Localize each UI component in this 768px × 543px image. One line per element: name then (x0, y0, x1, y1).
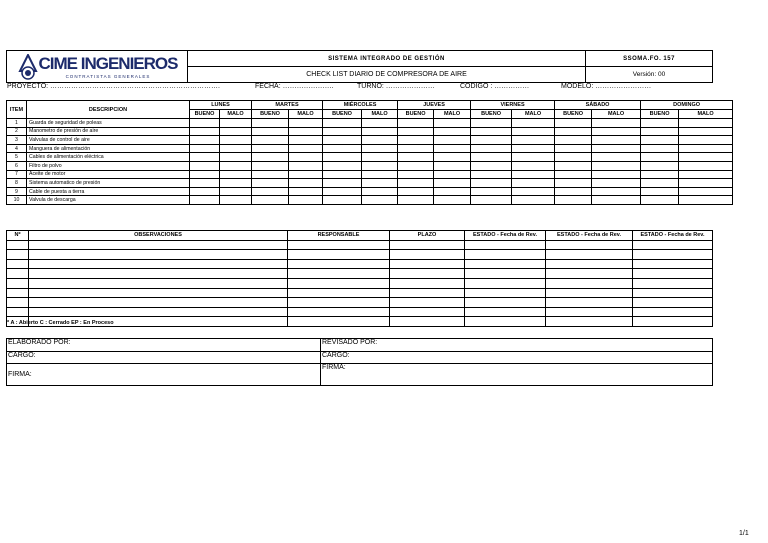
check-cell[interactable] (555, 161, 592, 170)
check-cell[interactable] (220, 153, 252, 162)
item-number: 2 (7, 127, 27, 136)
check-cell[interactable] (190, 153, 220, 162)
day-header: VIERNES (471, 101, 555, 110)
observation-cell[interactable] (390, 240, 465, 250)
check-cell[interactable] (434, 127, 471, 136)
check-cell[interactable] (679, 179, 733, 188)
check-cell[interactable] (323, 119, 362, 128)
check-cell[interactable] (641, 187, 679, 196)
observation-cell[interactable] (390, 278, 465, 288)
check-cell[interactable] (555, 144, 592, 153)
day-header: DOMINGO (641, 101, 733, 110)
check-cell[interactable] (512, 196, 555, 205)
check-cell[interactable] (679, 170, 733, 179)
prepared-position-label: CARGO: (7, 352, 321, 364)
check-cell[interactable] (471, 153, 512, 162)
observation-cell[interactable] (390, 250, 465, 260)
check-cell[interactable] (190, 119, 220, 128)
good-header: BUENO (252, 110, 289, 119)
check-cell[interactable] (252, 187, 289, 196)
check-cell[interactable] (362, 170, 398, 179)
observations-header-row (7, 231, 713, 241)
observation-cell[interactable] (29, 307, 288, 317)
observation-cell[interactable] (288, 250, 390, 260)
checklist-table (6, 100, 733, 205)
check-cell[interactable] (323, 170, 362, 179)
bad-header: MALO (220, 110, 252, 119)
model-field: MODELO: …………………… (561, 83, 652, 90)
observation-cell[interactable] (390, 259, 465, 269)
check-cell[interactable] (323, 187, 362, 196)
good-header: BUENO (471, 110, 512, 119)
observation-cell[interactable] (546, 317, 633, 327)
check-cell[interactable] (323, 161, 362, 170)
observation-row (7, 288, 713, 298)
check-cell[interactable] (592, 187, 641, 196)
check-cell[interactable] (289, 161, 323, 170)
check-cell[interactable] (434, 153, 471, 162)
check-cell[interactable] (555, 170, 592, 179)
observation-cell[interactable] (633, 250, 713, 260)
check-cell[interactable] (220, 161, 252, 170)
observation-cell[interactable] (390, 269, 465, 279)
check-cell[interactable] (592, 136, 641, 145)
check-cell[interactable] (252, 161, 289, 170)
item-number: 10 (7, 196, 27, 205)
status-header: ESTADO - Fecha de Rev. (633, 231, 713, 241)
check-cell[interactable] (679, 136, 733, 145)
observation-cell[interactable] (7, 240, 29, 250)
check-cell[interactable] (220, 136, 252, 145)
prepared-by-label: ELABORADO POR: (7, 339, 321, 352)
status-legend: * A : Abierto C : Cerrado EP : En Proceso (7, 320, 114, 326)
observation-cell[interactable] (465, 278, 546, 288)
check-cell[interactable] (592, 161, 641, 170)
prepared-signature-label: FIRMA: (7, 364, 321, 386)
observation-cell[interactable] (7, 259, 29, 269)
observation-cell[interactable] (546, 307, 633, 317)
check-cell[interactable] (362, 153, 398, 162)
observation-cell[interactable] (29, 278, 288, 288)
status-header: ESTADO - Fecha de Rev. (546, 231, 633, 241)
check-cell[interactable] (641, 136, 679, 145)
check-cell[interactable] (592, 144, 641, 153)
check-cell[interactable] (641, 170, 679, 179)
observation-cell[interactable] (633, 317, 713, 327)
observation-row (7, 269, 713, 279)
day-header: MARTES (252, 101, 323, 110)
check-cell[interactable] (555, 196, 592, 205)
check-cell[interactable] (220, 144, 252, 153)
check-cell[interactable] (555, 179, 592, 188)
check-cell[interactable] (362, 196, 398, 205)
check-cell[interactable] (362, 136, 398, 145)
logo-text: CIME INGENIEROS (38, 54, 178, 73)
observation-cell[interactable] (29, 250, 288, 260)
check-cell[interactable] (289, 136, 323, 145)
observation-cell[interactable] (633, 298, 713, 308)
check-cell[interactable] (323, 153, 362, 162)
check-cell[interactable] (398, 127, 434, 136)
date-field: FECHA: …………………. (255, 83, 334, 90)
check-cell[interactable] (398, 179, 434, 188)
check-cell[interactable] (592, 153, 641, 162)
check-cell[interactable] (220, 127, 252, 136)
check-cell[interactable] (512, 119, 555, 128)
check-cell[interactable] (592, 119, 641, 128)
check-cell[interactable] (471, 144, 512, 153)
item-number: 6 (7, 161, 27, 170)
logo-cell (7, 51, 188, 83)
check-cell[interactable] (252, 179, 289, 188)
check-cell[interactable] (641, 161, 679, 170)
approval-table (6, 338, 713, 386)
check-cell[interactable] (220, 170, 252, 179)
observation-cell[interactable] (546, 288, 633, 298)
checklist-row (7, 187, 733, 196)
check-cell[interactable] (512, 144, 555, 153)
observation-cell[interactable] (465, 317, 546, 327)
reviewed-signature-label: FIRMA: (321, 364, 713, 386)
check-cell[interactable] (252, 136, 289, 145)
check-cell[interactable] (398, 136, 434, 145)
document-version: Versión: 00 (586, 67, 713, 83)
check-cell[interactable] (679, 196, 733, 205)
check-cell[interactable] (289, 144, 323, 153)
check-cell[interactable] (323, 196, 362, 205)
check-cell[interactable] (679, 127, 733, 136)
good-header: BUENO (555, 110, 592, 119)
item-number: 3 (7, 136, 27, 145)
observation-cell[interactable] (465, 259, 546, 269)
check-cell[interactable] (252, 153, 289, 162)
observation-cell[interactable] (546, 240, 633, 250)
checklist-row (7, 136, 733, 145)
item-number: 8 (7, 179, 27, 188)
check-cell[interactable] (323, 136, 362, 145)
check-cell[interactable] (252, 119, 289, 128)
check-cell[interactable] (512, 179, 555, 188)
check-cell[interactable] (362, 127, 398, 136)
observation-row (7, 307, 713, 317)
observation-cell[interactable] (546, 259, 633, 269)
logo-icon (17, 54, 39, 80)
observation-cell[interactable] (288, 288, 390, 298)
bad-header: MALO (289, 110, 323, 119)
observation-cell[interactable] (390, 288, 465, 298)
observation-cell[interactable] (546, 278, 633, 288)
observation-cell[interactable] (465, 298, 546, 308)
code-field: CODIGO : …………… (460, 83, 530, 90)
project-field: PROYECTO: ………………………………………………………………. (7, 83, 220, 90)
checklist-row (7, 144, 733, 153)
check-cell[interactable] (641, 127, 679, 136)
check-cell[interactable] (289, 179, 323, 188)
item-description: Cables de alimentación eléctrica (27, 153, 190, 162)
check-cell[interactable] (289, 196, 323, 205)
check-cell[interactable] (190, 161, 220, 170)
check-cell[interactable] (471, 170, 512, 179)
company-logo (7, 52, 187, 82)
observation-cell[interactable] (390, 307, 465, 317)
check-cell[interactable] (512, 161, 555, 170)
item-description: Manguera de alimentación (27, 144, 190, 153)
check-cell[interactable] (398, 170, 434, 179)
item-number: 9 (7, 187, 27, 196)
document-code: SSOMA.FO. 157 (586, 51, 713, 67)
check-cell[interactable] (398, 161, 434, 170)
observation-row (7, 240, 713, 250)
observation-cell[interactable] (465, 250, 546, 260)
observation-cell[interactable] (288, 278, 390, 288)
logo-subtitle: CONTRATISTAS GENERALES (65, 74, 151, 79)
item-description: Sistema automatico de presión (27, 179, 190, 188)
check-cell[interactable] (434, 170, 471, 179)
check-cell[interactable] (190, 187, 220, 196)
check-cell[interactable] (641, 196, 679, 205)
item-description: Valvulas de control de aire (27, 136, 190, 145)
check-cell[interactable] (471, 196, 512, 205)
description-header: DESCRIPCION (27, 101, 190, 119)
document-header (6, 50, 713, 83)
day-header: LUNES (190, 101, 252, 110)
item-number: 5 (7, 153, 27, 162)
checklist-row (7, 179, 733, 188)
check-cell[interactable] (512, 187, 555, 196)
check-cell[interactable] (289, 170, 323, 179)
check-cell[interactable] (252, 144, 289, 153)
check-cell[interactable] (434, 144, 471, 153)
check-cell[interactable] (592, 179, 641, 188)
check-cell[interactable] (289, 119, 323, 128)
observation-cell[interactable] (29, 269, 288, 279)
check-cell[interactable] (471, 187, 512, 196)
observation-cell[interactable] (288, 307, 390, 317)
observation-cell[interactable] (7, 288, 29, 298)
observations-table (6, 230, 713, 327)
check-cell[interactable] (252, 127, 289, 136)
observation-cell[interactable] (7, 269, 29, 279)
check-cell[interactable] (190, 127, 220, 136)
check-cell[interactable] (471, 119, 512, 128)
check-cell[interactable] (555, 136, 592, 145)
check-cell[interactable] (398, 144, 434, 153)
observation-cell[interactable] (288, 317, 390, 327)
good-header: BUENO (323, 110, 362, 119)
item-description: Guarda de seguridad de poleas (27, 119, 190, 128)
observation-cell[interactable] (7, 298, 29, 308)
status-header: ESTADO - Fecha de Rev. (465, 231, 546, 241)
bad-header: MALO (592, 110, 641, 119)
check-cell[interactable] (555, 127, 592, 136)
observation-cell[interactable] (465, 240, 546, 250)
check-cell[interactable] (362, 187, 398, 196)
check-cell[interactable] (190, 144, 220, 153)
observation-cell[interactable] (29, 259, 288, 269)
check-cell[interactable] (679, 161, 733, 170)
check-cell[interactable] (512, 136, 555, 145)
observation-cell[interactable] (288, 240, 390, 250)
check-cell[interactable] (512, 127, 555, 136)
check-cell[interactable] (190, 196, 220, 205)
observation-cell[interactable] (633, 240, 713, 250)
check-cell[interactable] (289, 187, 323, 196)
check-cell[interactable] (592, 127, 641, 136)
item-number: 7 (7, 170, 27, 179)
day-header-row (7, 101, 733, 110)
observation-cell[interactable] (29, 240, 288, 250)
check-cell[interactable] (592, 170, 641, 179)
observation-cell[interactable] (633, 307, 713, 317)
reviewed-by-label: REVISADO POR: (321, 339, 713, 352)
system-title: SISTEMA INTEGRADO DE GESTIÓN (188, 51, 586, 67)
bad-header: MALO (434, 110, 471, 119)
observation-cell[interactable] (633, 269, 713, 279)
check-cell[interactable] (398, 187, 434, 196)
observation-row (7, 298, 713, 308)
observation-row (7, 278, 713, 288)
check-cell[interactable] (398, 119, 434, 128)
check-cell[interactable] (190, 136, 220, 145)
day-header: MIÉRCOLES (323, 101, 398, 110)
item-description: Aceite de motor (27, 170, 190, 179)
check-cell[interactable] (398, 153, 434, 162)
check-cell[interactable] (592, 196, 641, 205)
check-cell[interactable] (512, 170, 555, 179)
check-cell[interactable] (252, 196, 289, 205)
responsible-header: RESPONSABLE (288, 231, 390, 241)
bad-header: MALO (512, 110, 555, 119)
check-cell[interactable] (289, 127, 323, 136)
number-header: Nº (7, 231, 29, 241)
check-cell[interactable] (434, 161, 471, 170)
check-cell[interactable] (679, 144, 733, 153)
check-cell[interactable] (641, 119, 679, 128)
checklist-row (7, 119, 733, 128)
good-header: BUENO (641, 110, 679, 119)
item-description: Cable de puesta a tierra (27, 187, 190, 196)
check-cell[interactable] (555, 187, 592, 196)
check-cell[interactable] (220, 179, 252, 188)
page-number: 1/1 (739, 530, 749, 537)
check-cell[interactable] (471, 136, 512, 145)
item-description: Valvula de descarga (27, 196, 190, 205)
observation-cell[interactable] (29, 298, 288, 308)
item-header: ITEM (7, 101, 27, 119)
observation-cell[interactable] (465, 307, 546, 317)
observation-cell[interactable] (7, 278, 29, 288)
check-cell[interactable] (434, 196, 471, 205)
observation-cell[interactable] (288, 269, 390, 279)
checklist-row (7, 127, 733, 136)
check-cell[interactable] (679, 187, 733, 196)
check-cell[interactable] (362, 161, 398, 170)
deadline-header: PLAZO (390, 231, 465, 241)
check-cell[interactable] (190, 179, 220, 188)
check-cell[interactable] (434, 119, 471, 128)
check-cell[interactable] (190, 170, 220, 179)
check-cell[interactable] (220, 187, 252, 196)
check-cell[interactable] (641, 179, 679, 188)
observation-row (7, 250, 713, 260)
document-title: CHECK LIST DIARIO DE COMPRESORA DE AIRE (188, 67, 586, 83)
check-cell[interactable] (471, 179, 512, 188)
observation-cell[interactable] (7, 250, 29, 260)
item-description: Manometro de presión de aire (27, 127, 190, 136)
good-header: BUENO (190, 110, 220, 119)
observation-cell[interactable] (288, 259, 390, 269)
day-header: SÁBADO (555, 101, 641, 110)
check-cell[interactable] (555, 119, 592, 128)
observation-cell[interactable] (29, 288, 288, 298)
reviewed-position-label: CARGO: (321, 352, 713, 364)
check-cell[interactable] (220, 196, 252, 205)
observation-cell[interactable] (7, 307, 29, 317)
check-cell[interactable] (289, 153, 323, 162)
check-cell[interactable] (434, 179, 471, 188)
check-cell[interactable] (471, 127, 512, 136)
checklist-row (7, 196, 733, 205)
bad-header: MALO (679, 110, 733, 119)
good-header: BUENO (398, 110, 434, 119)
check-cell[interactable] (512, 153, 555, 162)
observation-cell[interactable] (546, 250, 633, 260)
check-cell[interactable] (220, 119, 252, 128)
observation-cell[interactable] (465, 269, 546, 279)
check-cell[interactable] (398, 196, 434, 205)
check-cell[interactable] (434, 187, 471, 196)
observation-cell[interactable] (288, 298, 390, 308)
check-cell[interactable] (323, 127, 362, 136)
check-cell[interactable] (641, 153, 679, 162)
check-cell[interactable] (252, 170, 289, 179)
observation-cell[interactable] (633, 278, 713, 288)
check-cell[interactable] (641, 144, 679, 153)
observation-cell[interactable] (546, 269, 633, 279)
checklist-row (7, 153, 733, 162)
item-number: 1 (7, 119, 27, 128)
check-cell[interactable] (323, 179, 362, 188)
observation-cell[interactable] (633, 259, 713, 269)
checklist-row (7, 161, 733, 170)
check-cell[interactable] (323, 144, 362, 153)
observation-row (7, 259, 713, 269)
bad-header: MALO (362, 110, 398, 119)
check-cell[interactable] (555, 153, 592, 162)
observations-header: OBSERVACIONES (29, 231, 288, 241)
check-cell[interactable] (434, 136, 471, 145)
check-cell[interactable] (362, 144, 398, 153)
check-cell[interactable] (362, 119, 398, 128)
observation-cell[interactable] (390, 298, 465, 308)
observation-cell[interactable] (390, 317, 465, 327)
item-number: 4 (7, 144, 27, 153)
observation-cell[interactable] (465, 288, 546, 298)
shift-field: TURNO: ………………… (357, 83, 435, 90)
item-description: Filtro de polvo (27, 161, 190, 170)
check-cell[interactable] (471, 161, 512, 170)
check-cell[interactable] (362, 179, 398, 188)
day-header: JUEVES (398, 101, 471, 110)
observation-cell[interactable] (546, 298, 633, 308)
checklist-row (7, 170, 733, 179)
observation-cell[interactable] (633, 288, 713, 298)
check-cell[interactable] (679, 119, 733, 128)
check-cell[interactable] (679, 153, 733, 162)
